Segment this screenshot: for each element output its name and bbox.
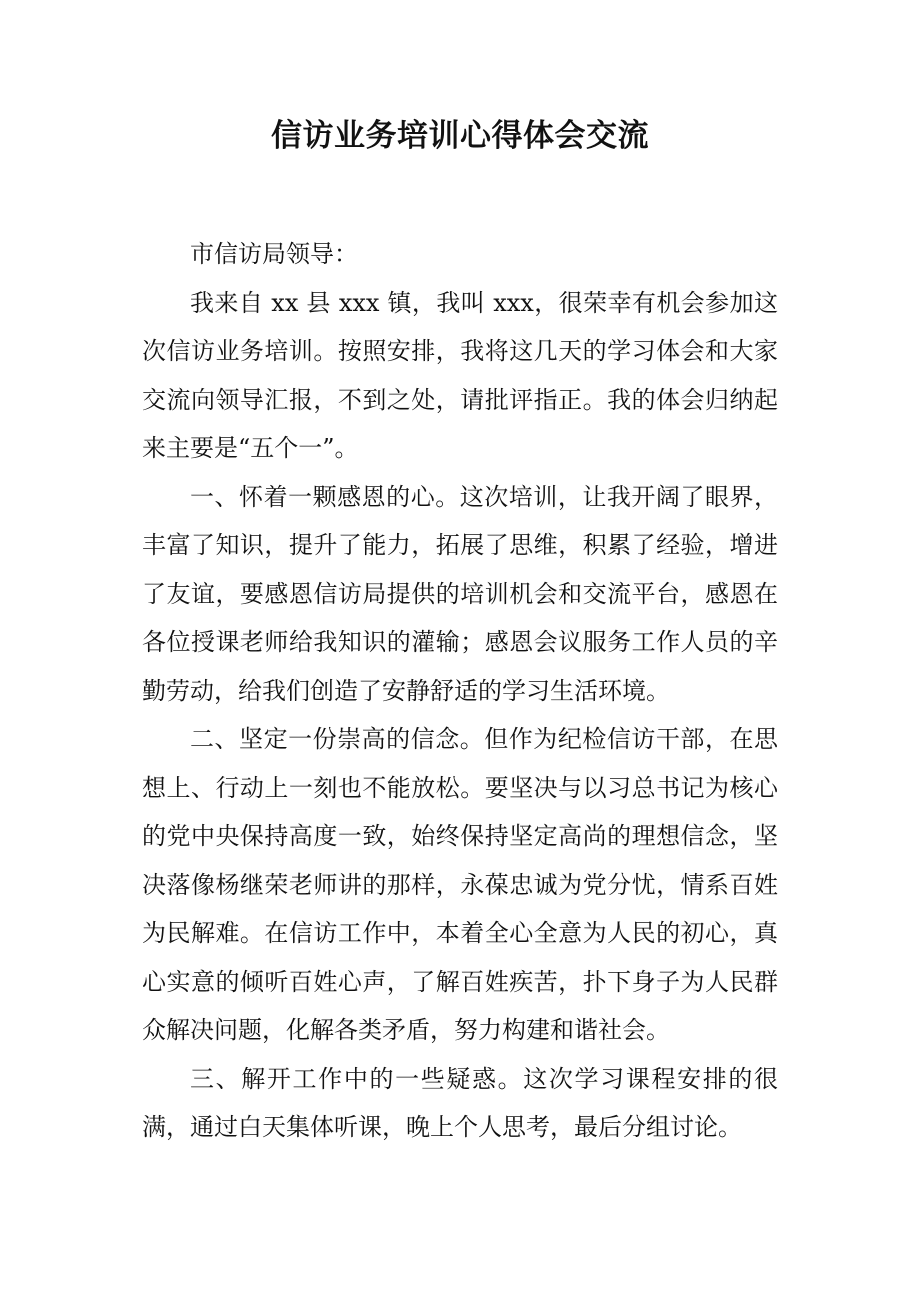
paragraph-belief: 二、坚定一份崇高的信念。但作为纪检信访干部，在思想上、行动上一刻也不能放松。要坚决与以习总书记为核心的党中央保持高度一致，始终保持坚定高尚的理想信念，坚决落像杨继荣老师讲的那样，永葆忠诚为党分忧，情系百姓为民解难。在信访工作中，本着全心全意为人民的初心，真心实意的倾听百姓心声，了解百姓疾苦，扑下身子为人民群众解决问题，化解各类矛盾，努力构建和谐社会。 (142, 725, 778, 1044)
salutation: 市信访局领导： (190, 240, 358, 268)
paragraph-gratitude: 一、怀着一颗感恩的心。这次培训，让我开阔了眼界，丰富了知识，提升了能力，拓展了思维，积累了经验，增进了友谊，要感恩信访局提供的培训机会和交流平台，感恩在各位授课老师给我知识的灌输；感恩会议服务工作人员的辛勤劳动，给我们创造了安静舒适的学习生活环境。 (142, 482, 778, 705)
document-title: 信访业务培训心得体会交流 (271, 118, 649, 154)
paragraph-doubts: 三、解开工作中的一些疑惑。这次学习课程安排的很满，通过白天集体听课，晚上个人思考，最后分组讨论。 (142, 1064, 778, 1141)
paragraph-intro: 我来自 xx 县 xxx 镇，我叫 xxx，很荣幸有机会参加这次信访业务培训。按照安排，我将这几天的学习体会和大家交流向领导汇报，不到之处，请批评指正。我的体会归纳起来主要是“五个一”。 (142, 288, 778, 462)
document-body (142, 230, 778, 1152)
